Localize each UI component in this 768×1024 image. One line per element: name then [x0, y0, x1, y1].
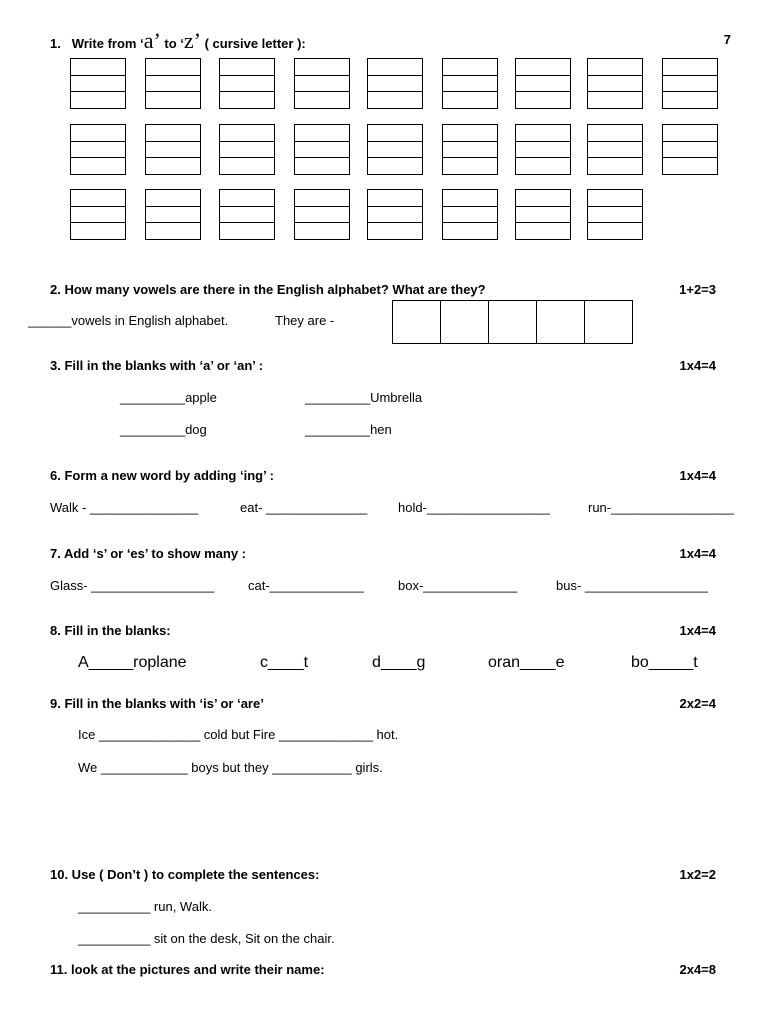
q6-eat[interactable]: eat- ______________ — [240, 500, 368, 515]
q8-dog[interactable]: d____g — [372, 654, 426, 671]
cursive-letter-box[interactable] — [587, 124, 643, 175]
cursive-letter-box[interactable] — [367, 58, 423, 109]
vowel-box[interactable] — [536, 300, 585, 344]
cursive-letter-box[interactable] — [515, 124, 571, 175]
q9-marks: 2x2=4 — [679, 696, 716, 711]
q10-marks: 1x2=2 — [679, 867, 716, 882]
q6-walk[interactable]: Walk - _______________ — [50, 500, 199, 515]
q7-title: 7. Add ‘s’ or ‘es’ to show many : — [50, 546, 247, 561]
cursive-letter-box[interactable] — [442, 189, 498, 240]
q7-glass[interactable]: Glass- _________________ — [50, 578, 215, 593]
cursive-letter-box[interactable] — [587, 58, 643, 109]
q7-cat[interactable]: cat-_____________ — [248, 578, 364, 593]
cursive-letter-box[interactable] — [515, 58, 571, 109]
q8-boat[interactable]: bo_____t — [631, 654, 698, 671]
q1-marks: 7 — [723, 32, 731, 47]
vowel-box[interactable] — [440, 300, 489, 344]
cursive-letter-box[interactable] — [70, 58, 126, 109]
q11-title: 11. look at the pictures and write their name: — [50, 962, 325, 977]
q3-blank-umbrella[interactable]: _________Umbrella — [305, 390, 423, 405]
cursive-letter-box[interactable] — [145, 124, 201, 175]
q6-title: 6. Form a new word by adding ‘ing’ : — [50, 468, 274, 483]
q11-marks: 2x4=8 — [679, 962, 716, 977]
q10-line-2[interactable]: __________ sit on the desk, Sit on the chair. — [78, 931, 335, 946]
cursive-letter-box[interactable] — [294, 189, 350, 240]
q9-line-1[interactable]: Ice ______________ cold but Fire _____________ hot. — [78, 727, 399, 742]
cursive-letter-box[interactable] — [367, 189, 423, 240]
q8-marks: 1x4=4 — [679, 623, 716, 638]
q2-they-are: They are - — [275, 313, 335, 328]
cursive-letter-box[interactable] — [145, 58, 201, 109]
q3-blank-apple[interactable]: _________apple — [120, 390, 217, 405]
cursive-letter-box[interactable] — [145, 189, 201, 240]
q7-bus[interactable]: bus- _________________ — [556, 578, 708, 593]
cursive-letter-box[interactable] — [219, 189, 275, 240]
q8-orange[interactable]: oran____e — [488, 654, 565, 671]
cursive-letter-box[interactable] — [515, 189, 571, 240]
vowel-boxes — [392, 300, 633, 344]
vowel-box[interactable] — [488, 300, 537, 344]
q3-blank-dog[interactable]: _________dog — [120, 422, 207, 437]
q2-marks: 1+2=3 — [679, 282, 716, 297]
vowel-box[interactable] — [392, 300, 441, 344]
q3-marks: 1x4=4 — [679, 358, 716, 373]
q9-line-2[interactable]: We ____________ boys but they ___________ girls. — [78, 760, 383, 775]
cursive-letter-box[interactable] — [662, 124, 718, 175]
cursive-letter-box[interactable] — [70, 189, 126, 240]
cursive-letter-box[interactable] — [70, 124, 126, 175]
cursive-letter-box[interactable] — [442, 58, 498, 109]
cursive-letter-box[interactable] — [219, 58, 275, 109]
q7-marks: 1x4=4 — [679, 546, 716, 561]
q2-vowel-count-line[interactable]: ______vowels in English alphabet. — [28, 313, 229, 328]
cursive-letter-box[interactable] — [442, 124, 498, 175]
cursive-letter-box[interactable] — [219, 124, 275, 175]
q8-cat[interactable]: c____t — [260, 654, 309, 671]
cursive-letter-box[interactable] — [587, 189, 643, 240]
q6-run[interactable]: run-_________________ — [588, 500, 735, 515]
cursive-letter-box[interactable] — [367, 124, 423, 175]
vowel-box[interactable] — [584, 300, 633, 344]
q8-aeroplane[interactable]: A_____roplane — [78, 654, 187, 671]
q10-title: 10. Use ( Don’t ) to complete the sentences: — [50, 867, 320, 882]
q9-title: 9. Fill in the blanks with ‘is’ or ‘are’ — [50, 696, 264, 711]
q1-title: 1. Write from ‘a’ to ‘z’ ( cursive letter ): — [50, 28, 306, 53]
q7-box[interactable]: box-_____________ — [398, 578, 518, 593]
cursive-letter-box[interactable] — [294, 58, 350, 109]
cursive-letter-box[interactable] — [294, 124, 350, 175]
q8-title: 8. Fill in the blanks: — [50, 623, 171, 638]
q3-title: 3. Fill in the blanks with ‘a’ or ‘an’ : — [50, 358, 264, 373]
q6-hold[interactable]: hold-_________________ — [398, 500, 550, 515]
q10-line-1[interactable]: __________ run, Walk. — [78, 899, 212, 914]
cursive-letter-box[interactable] — [662, 58, 718, 109]
q3-blank-hen[interactable]: _________hen — [305, 422, 392, 437]
q6-marks: 1x4=4 — [679, 468, 716, 483]
q2-title: 2. How many vowels are there in the English alphabet? What are they? — [50, 282, 486, 297]
